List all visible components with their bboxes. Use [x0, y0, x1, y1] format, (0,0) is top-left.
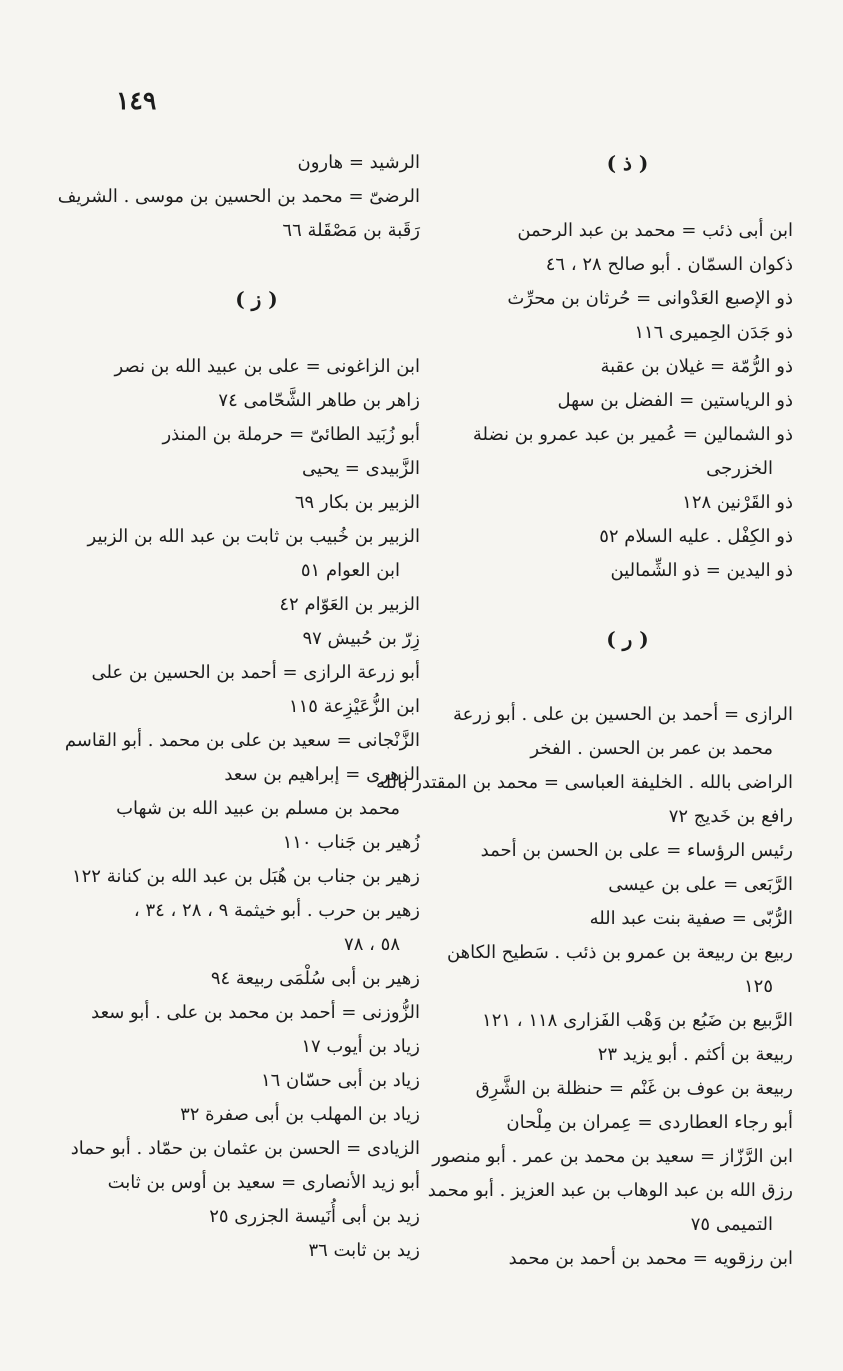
index-entry: ربيع بن ربيعة بن عمرو بن ذئب . سَطيح الكاهن [446, 942, 793, 963]
index-entry: رئيس الرؤساء = على بن الحسن بن أحمد [480, 840, 793, 861]
index-entry: الرازى = أحمد بن الحسين بن على . أبو زرعة [453, 704, 793, 725]
index-entry: الزبير بن العَوّام ٤٢ [279, 594, 420, 615]
index-entry: زهير بن أبى سُلْمَى ربيعة ٩٤ [210, 968, 420, 989]
index-entry: رزق الله بن عبد الوهاب بن عبد العزيز . أبو محمد [427, 1180, 793, 1201]
index-entry: زهير بن حرب . أبو خيثمة ٩ ، ٢٨ ، ٣٤ ، [133, 900, 420, 921]
index-entry: ذو اليدين = ذو الشِّمالين [610, 560, 793, 581]
index-entry: زياد بن أيوب ١٧ [301, 1036, 420, 1057]
index-entry: الزهرى = إبراهيم بن سعد [224, 764, 420, 785]
index-entry: ذكوان السمّان . أبو صالح ٢٨ ، ٤٦ [545, 254, 793, 275]
index-entry-continuation: ١٢٥ [743, 976, 773, 997]
index-entry: ابن رزقويه = محمد بن أحمد بن محمد [508, 1248, 793, 1269]
index-entry: ذو جَدَن الحِميرى ١١٦ [634, 322, 793, 343]
index-entry: ذو الشمالين = عُمير بن عبد عمرو بن نضلة [472, 424, 793, 445]
index-entry: زياد بن أبى حسّان ١٦ [260, 1070, 420, 1091]
index-entry: الزَّبيدى = يحيى [302, 458, 420, 479]
index-entry: زِرّ بن حُبيش ٩٧ [302, 628, 420, 649]
index-entry: زهير بن جناب بن هُبَل بن عبد الله بن كنانة ١٢٢ [71, 866, 420, 887]
index-entry: أبو زيد الأنصارى = سعيد بن أوس بن ثابت [107, 1172, 420, 1193]
index-entry: الراضى بالله . الخليفة العباسى = محمد بن المقتدر بالله [376, 772, 793, 793]
index-entry: أبو زُبَيد الطائىّ = حرملة بن المنذر [162, 424, 420, 445]
index-entry-continuation: ٥٨ ، ٧٨ [344, 934, 400, 955]
index-entry: ابن الزُّعَيْزِعة ١١٥ [288, 696, 420, 717]
index-entry: ذو القَرْنين ١٢٨ [682, 492, 793, 513]
index-entry-continuation: التميمى ٧٥ [690, 1214, 773, 1235]
index-entry: الرَّبيع بن ضَبُع بن وَهْب الفَزارى ١١٨ ، ١٢١ [482, 1010, 793, 1031]
index-entry: الزُّوزنى = أحمد بن محمد بن على . أبو سعد [91, 1002, 420, 1023]
index-entry-continuation: ابن العوام ٥١ [300, 560, 400, 581]
index-entry: الرشيد = هارون [297, 152, 420, 173]
section-heading-ra: ( ر ) [606, 627, 649, 651]
index-entry: زيد بن ثابت ٣٦ [308, 1240, 420, 1261]
section-heading-dhal: ( ذ ) [606, 151, 649, 175]
index-entry: الزبير بن خُبيب بن ثابت بن عبد الله بن الزبير [87, 526, 420, 547]
index-entry-continuation: محمد بن عمر بن الحسن . الفخر [530, 738, 773, 759]
page-number: ١٤٩ [116, 86, 157, 115]
index-entry: رَقَبة بن مَصْقَلة ٦٦ [282, 220, 420, 241]
index-entry: الزبير بن بكار ٦٩ [294, 492, 420, 513]
index-entry: ذو الإصبع العَدْوانى = حُرثان بن محرِّث [507, 288, 793, 309]
index-entry: الزَّنْجانى = سعيد بن على بن محمد . أبو القاسم [64, 730, 420, 751]
index-entry: أبو رجاء العطاردى = عِمران بن مِلْحان [506, 1112, 793, 1133]
index-entry: ذو الرياستين = الفضل بن سهل [557, 390, 793, 411]
index-entry: الرُّبّى = صفية بنت عبد الله [589, 908, 793, 929]
section-heading-zay: ( ز ) [235, 287, 278, 311]
index-entry: رافع بن خَديج ٧٢ [668, 806, 793, 827]
right-column [376, 146, 793, 1276]
index-entry: زياد بن المهلب بن أبى صفرة ٣٢ [180, 1104, 420, 1125]
index-entry: ربيعة بن عوف بن غَنْم = حنظلة بن الشَّرِق [475, 1078, 793, 1099]
index-entry: ذو الكِفْل . عليه السلام ٥٢ [599, 526, 793, 547]
index-entry-continuation: الخزرجى [706, 458, 773, 479]
index-entry: أبو زرعة الرازى = أحمد بن الحسين بن على [91, 662, 420, 683]
index-entry: ابن الزاغونى = على بن عبيد الله بن نصر [114, 356, 420, 377]
index-entry: ابن الرَّزّاز = سعيد بن محمد بن عمر . أبو منصور [432, 1146, 793, 1167]
index-entry: الزيادى = الحسن بن عثمان بن حمّاد . أبو حماد [70, 1138, 420, 1159]
index-entry: الرَّبَعى = على بن عيسى [608, 874, 793, 895]
index-entry-continuation: محمد بن مسلم بن عبيد الله بن شهاب [116, 798, 400, 819]
index-entry: ربيعة بن أكثم . أبو يزيد ٢٣ [597, 1044, 793, 1065]
index-entry: زيد بن أبى أُنَيسة الجزرى ٢٥ [209, 1206, 420, 1227]
index-entry: زاهر بن طاهر الشَّحّامى ٧٤ [218, 390, 420, 411]
index-entry: زُهير بن جَناب ١١٠ [282, 832, 420, 853]
index-entry: ابن أبى ذئب = محمد بن عبد الرحمن [517, 220, 793, 241]
index-entry: ذو الرُّمّة = غيلان بن عقبة [600, 356, 793, 377]
left-column [57, 146, 420, 1268]
index-entry: الرضىّ = محمد بن الحسين بن موسى . الشريف [57, 186, 420, 207]
